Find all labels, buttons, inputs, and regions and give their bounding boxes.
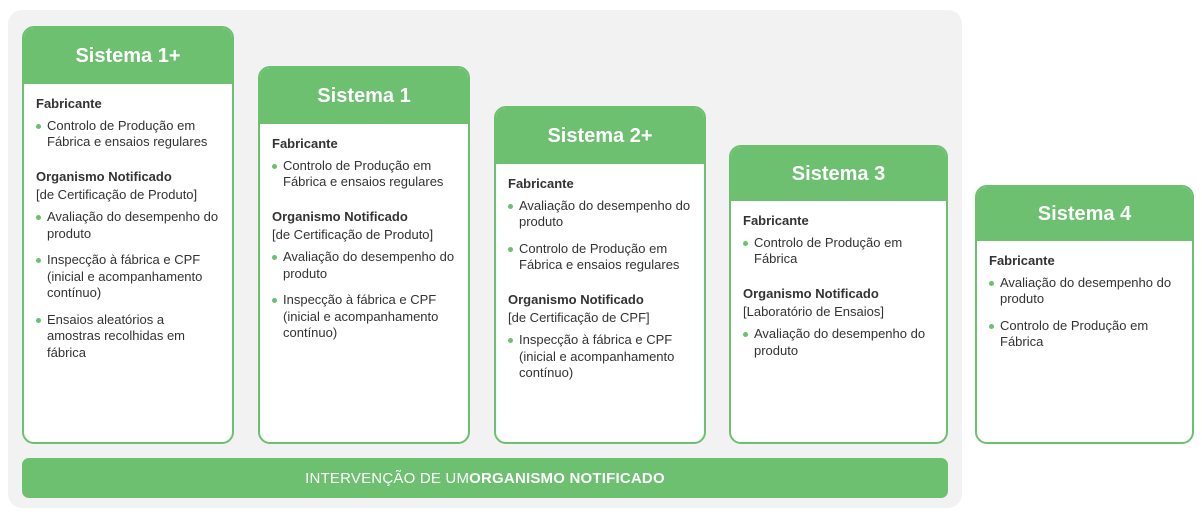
section-heading-notified-body: Organismo Notificado: [36, 168, 172, 184]
card-title-sistema-1-plus: [24, 28, 232, 84]
list-item: Controlo de Produção em Fábrica: [989, 318, 1180, 351]
card-body-sistema-2-plus: [496, 164, 704, 400]
card-title-sistema-3: [731, 147, 946, 201]
list-item: Controlo de Produção em Fábrica: [743, 235, 934, 268]
card-sistema-2-plus[interactable]: [494, 106, 706, 444]
card-sistema-4[interactable]: [975, 185, 1194, 444]
section-heading-notified-body: Organismo Notificado: [743, 285, 879, 301]
section-subheading-notified-body: [de Certificação de CPF]: [508, 310, 650, 326]
card-title-text: Sistema 1: [317, 84, 411, 107]
footer-prefix-text: INTERVENÇÃO DE UM: [305, 469, 470, 487]
footer-banner: [22, 458, 948, 498]
footer-emphasis-text: ORGANISMO NOTIFICADO: [469, 469, 665, 487]
list-item: Avaliação do desempenho do produto: [743, 326, 934, 359]
section-heading-notified-body: Organismo Notificado: [272, 208, 408, 224]
list-item: Avaliação do desempenho do produto: [272, 249, 456, 282]
card-title-text: Sistema 2+: [547, 124, 653, 147]
section-heading-notified-body: Organismo Notificado: [508, 291, 644, 307]
list-item: Controlo de Produção em Fábrica e ensaios regulares: [272, 158, 456, 191]
section-subheading-notified-body: [de Certificação de Produto]: [36, 187, 198, 203]
card-title-text: Sistema 1+: [75, 44, 181, 67]
card-sistema-1-plus[interactable]: [22, 26, 234, 444]
list-item: Ensaios aleatórios a amostras recolhidas em fábrica: [36, 312, 220, 362]
section-heading-manufacturer: Fabricante: [36, 96, 102, 111]
card-body-sistema-3: [731, 201, 946, 377]
section-subheading-notified-body: [Laboratório de Ensaios]: [743, 304, 884, 320]
section-heading-manufacturer: Fabricante: [989, 253, 1055, 268]
list-item: Avaliação do desempenho do produto: [36, 209, 220, 242]
list-item: Avaliação do desempenho do produto: [989, 275, 1180, 308]
card-sistema-3[interactable]: [729, 145, 948, 444]
section-heading-manufacturer: Fabricante: [743, 213, 809, 228]
list-item: Inspecção à fábrica e CPF (inicial e acompanhamento contínuo): [36, 252, 220, 302]
card-title-text: Sistema 3: [791, 162, 886, 185]
card-title-sistema-4: [977, 187, 1192, 241]
card-body-sistema-1: [260, 124, 468, 360]
list-item: Controlo de Produção em Fábrica e ensaios regulares: [508, 241, 692, 274]
card-title-sistema-2-plus: [496, 108, 704, 164]
section-heading-manufacturer: Fabricante: [508, 176, 574, 191]
list-item: Controlo de Produção em Fábrica e ensaios regulares: [36, 118, 220, 151]
list-item: Inspecção à fábrica e CPF (inicial e acompanhamento contínuo): [272, 292, 456, 342]
section-heading-manufacturer: Fabricante: [272, 136, 338, 151]
card-body-sistema-4: [977, 241, 1192, 369]
section-subheading-notified-body: [de Certificação de Produto]: [272, 227, 434, 243]
card-body-sistema-1-plus: [24, 84, 232, 379]
card-sistema-1[interactable]: [258, 66, 470, 444]
card-title-text: Sistema 4: [1037, 202, 1132, 225]
list-item: Inspecção à fábrica e CPF (inicial e acompanhamento contínuo): [508, 332, 692, 382]
card-title-sistema-1: [260, 68, 468, 124]
list-item: Avaliação do desempenho do produto: [508, 198, 692, 231]
